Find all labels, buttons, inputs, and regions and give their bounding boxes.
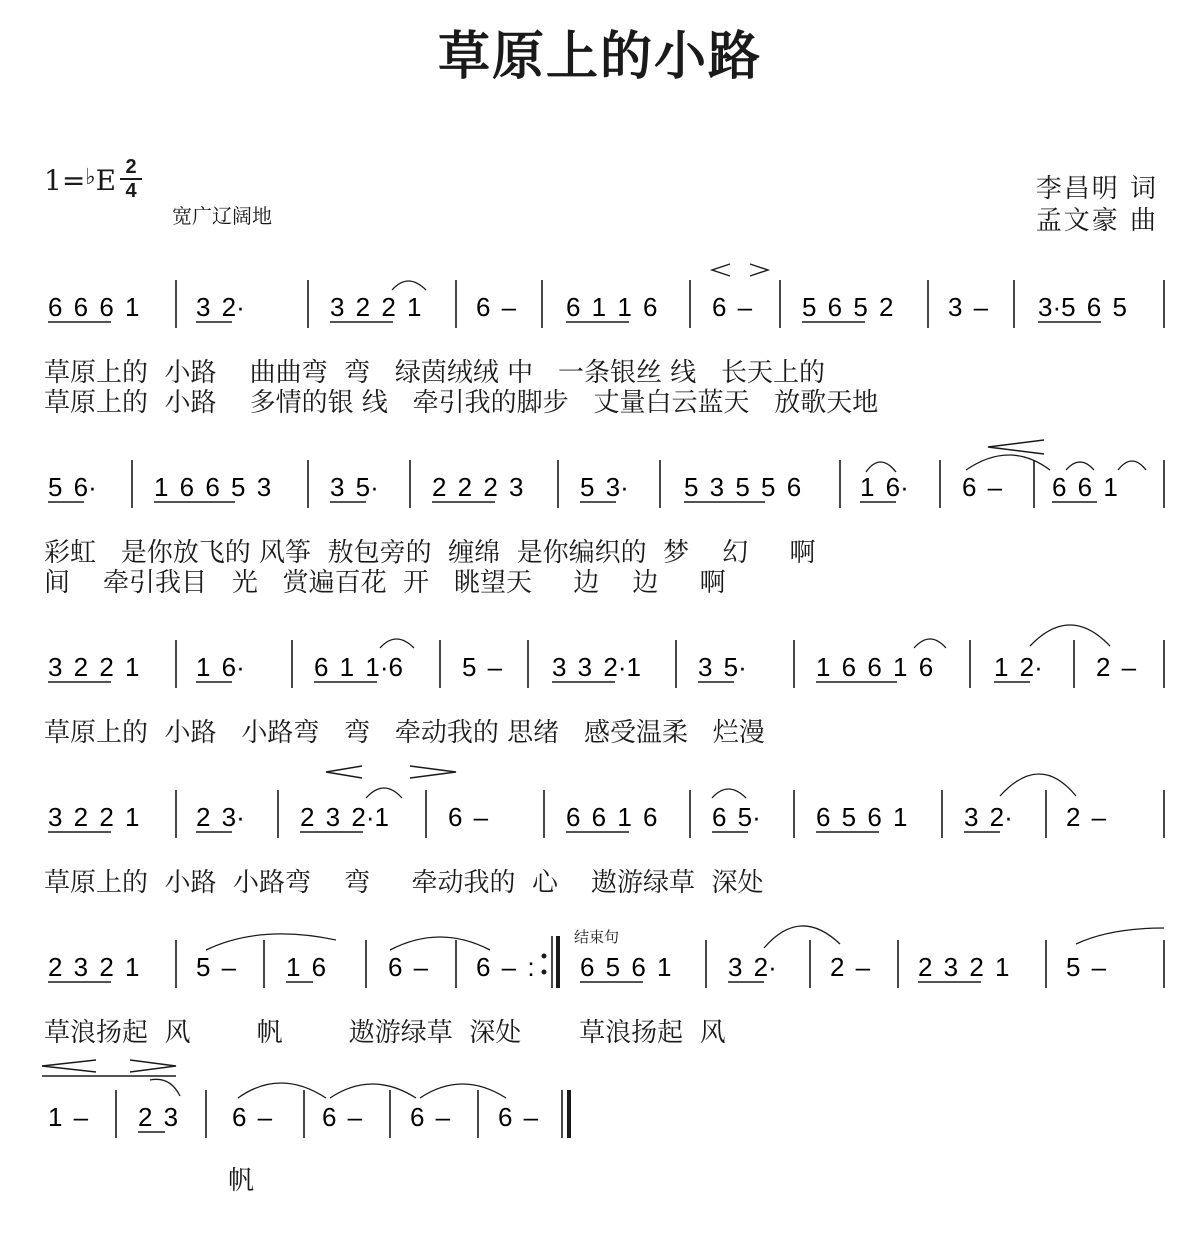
time-signature-bottom: 4	[125, 180, 137, 202]
notation-bar-glyphs: 1 6 6 5 3	[154, 472, 272, 502]
time-signature-top: 2	[125, 156, 137, 178]
notation-bar-glyphs: 1 2·	[994, 652, 1043, 682]
notation-bar-glyphs: 3 2·	[728, 952, 777, 982]
notation-bar-glyphs: 3 5·	[330, 472, 379, 502]
lyric-row-1-verse-1: 草原上的 小路 曲曲弯 弯 绿茵绒绒 中 一条银丝 线 长天上的	[44, 358, 826, 388]
song-title: 草原上的小路	[437, 26, 762, 87]
notation-bar-glyphs: 2 3 2·1	[300, 802, 389, 832]
notation-bar-glyphs: 5 –	[1066, 952, 1107, 982]
notation-bar-glyphs: 2 2 2 3	[432, 472, 524, 502]
notation-bar-glyphs: 6 –	[476, 292, 517, 322]
notation-bar-glyphs: 2 –	[1096, 652, 1137, 682]
lyric-row-5: 草浪扬起 风 帆 遨游绿草 深处 草浪扬起 风	[44, 1018, 726, 1048]
notation-bar-glyphs: 1 6	[286, 952, 327, 982]
notation-bar-glyphs: 1 6·	[196, 652, 245, 682]
notation-bar-glyphs: 6 – :	[476, 952, 535, 982]
notation-bar-glyphs: 6 6 6 1	[48, 292, 140, 322]
notation-bar-glyphs: 6 6 1 6	[566, 802, 658, 832]
ending-section-marker: 结束句	[574, 928, 620, 946]
notation-bar-glyphs: 2 3 2 1	[48, 952, 140, 982]
lyricist-credit: 李昌明 词	[1035, 174, 1158, 204]
notation-bar-glyphs: 6 –	[232, 1102, 273, 1132]
notation-bar-glyphs: 3 2·	[964, 802, 1013, 832]
lyric-row-3: 草原上的 小路 小路弯 弯 牵动我的 思绪 感受温柔 烂漫	[44, 718, 765, 748]
composer-credit: 孟文豪 曲	[1035, 206, 1158, 236]
notation-bar-glyphs: 3 2 2 1	[48, 802, 140, 832]
notation-bar-glyphs: 5 3·	[580, 472, 629, 502]
notation-bar-glyphs: 1 6·	[860, 472, 909, 502]
notation-bar-glyphs: 3 –	[948, 292, 989, 322]
notation-bar-glyphs: 6 –	[448, 802, 489, 832]
notation-bar-glyphs: 6 –	[498, 1102, 539, 1132]
notation-bar-glyphs: 6 –	[322, 1102, 363, 1132]
flat-sign: ♭	[85, 165, 96, 190]
notation-bar-glyphs: 5 6 5 2	[802, 292, 894, 322]
notation-bar-glyphs: 6 –	[962, 472, 1003, 502]
notation-bar-glyphs: 3 3 2·1	[552, 652, 641, 682]
notation-bar-glyphs: 5 –	[462, 652, 503, 682]
notation-bar-glyphs: 1 –	[48, 1102, 89, 1132]
notation-bar-glyphs: 2 –	[830, 952, 871, 982]
lyric-row-2-verse-1: 彩虹 是你放飞的 风筝 敖包旁的 缠绵 是你编织的 梦 幻 啊	[44, 538, 816, 568]
notation-bar-glyphs: 6 5·	[712, 802, 761, 832]
notation-bar-glyphs: 1 6 6 1 6	[816, 652, 934, 682]
notation-bar-glyphs: 3 2·	[196, 292, 245, 322]
tempo-marking: 宽广辽阔地	[172, 204, 272, 228]
notation-bar-glyphs: 2 3	[138, 1102, 179, 1132]
key-prefix: 1=	[44, 164, 86, 197]
key-letter: E	[95, 164, 117, 197]
notation-bar-glyphs: 3·5 6 5	[1038, 292, 1127, 322]
notation-bar-glyphs: 6 –	[712, 292, 753, 322]
notation-bar-glyphs: 2 3 2 1	[918, 952, 1010, 982]
lyric-row-2-verse-2: 间 牵引我目 光 赏遍百花 开 眺望天 边 边 啊	[44, 568, 726, 598]
notation-bar-glyphs: 6 5 6 1	[816, 802, 908, 832]
notation-bar-glyphs: 3 2 2 1	[330, 292, 422, 322]
notation-bar-glyphs: 5 6·	[48, 472, 97, 502]
notation-bar-glyphs: 6 6 1	[1052, 472, 1118, 502]
notation-bar-glyphs: 5 3 5 5 6	[684, 472, 802, 502]
lyric-row-6: 帆	[228, 1166, 255, 1196]
notation-bar-glyphs: 2 –	[1066, 802, 1107, 832]
notation-bar-glyphs: 5 –	[196, 952, 237, 982]
notation-bar-glyphs: 6 1 1 6	[566, 292, 658, 322]
notation-bar-glyphs: 2 3·	[196, 802, 245, 832]
lyric-row-4: 草原上的 小路 小路弯 弯 牵动我的 心 遨游绿草 深处	[44, 868, 764, 898]
notation-bar-glyphs: 3 5·	[698, 652, 747, 682]
lyric-row-1-verse-2: 草原上的 小路 多情的银 线 牵引我的脚步 丈量白云蓝天 放歌天地	[44, 388, 879, 418]
notation-bar-glyphs: 3 2 2 1	[48, 652, 140, 682]
notation-bar-glyphs: 6 1 1·6	[314, 652, 403, 682]
notation-bar-glyphs: 6 –	[388, 952, 429, 982]
notation-bar-glyphs: 6 5 6 1	[580, 952, 672, 982]
notation-bar-glyphs: 6 –	[410, 1102, 451, 1132]
